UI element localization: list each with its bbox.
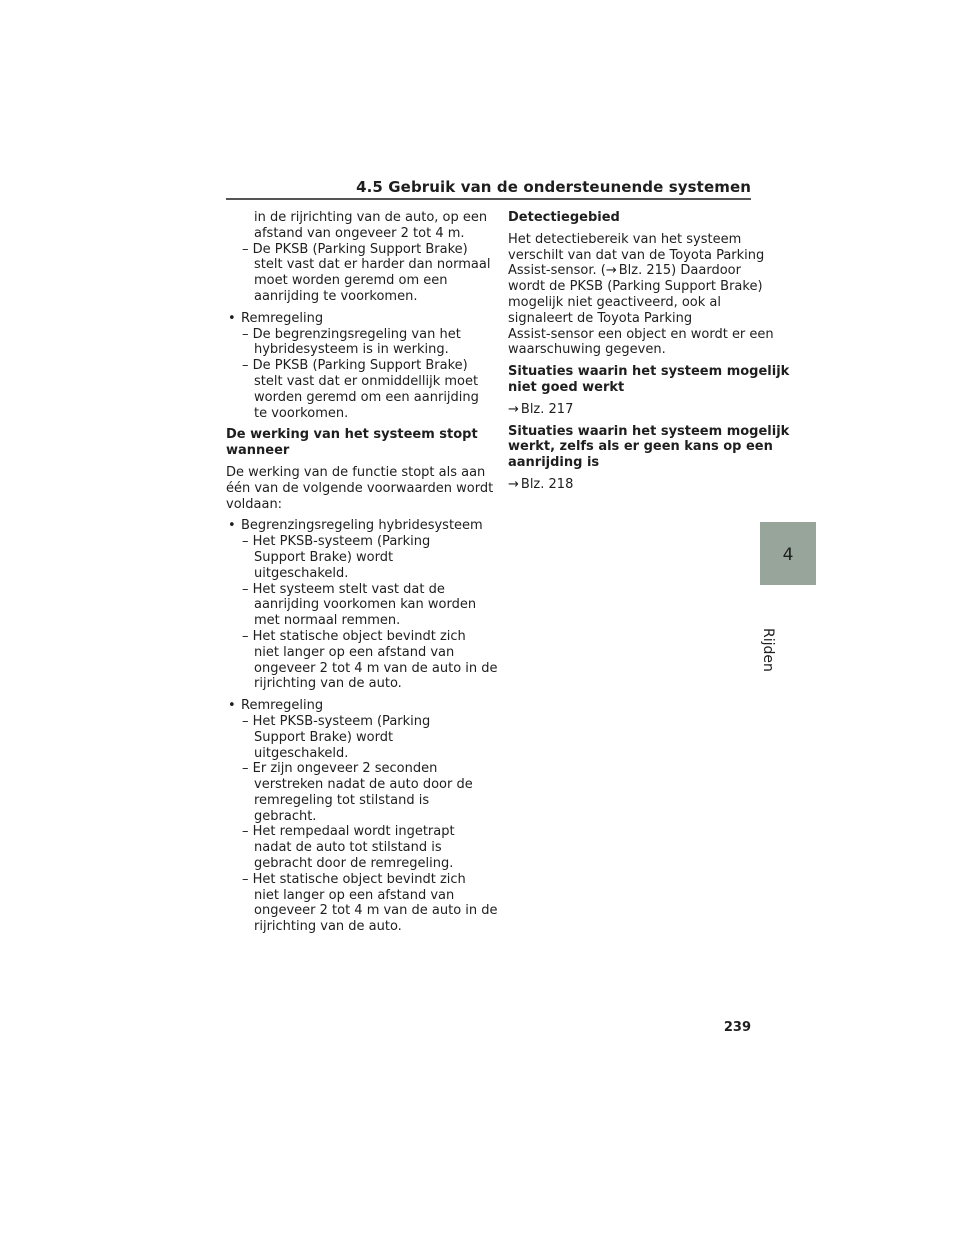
dash-item: – Het PKSB-systeem (Parking [242, 534, 431, 550]
section-heading: werkt, zelfs als er geen kans op een [508, 439, 773, 455]
paragraph-line: waarschuwing gegeven. [508, 342, 666, 358]
text-line: niet langer op een afstand van [254, 644, 455, 660]
text-line: met normaal remmen. [254, 613, 401, 629]
header-divider [226, 198, 751, 200]
section-heading: wanneer [226, 443, 290, 459]
text-line: gebracht door de remregeling. [254, 856, 454, 872]
chapter-label [760, 592, 800, 672]
text-line: uitgeschakeld. [254, 565, 349, 581]
dash-item: – De PKSB (Parking Support Brake) [242, 358, 468, 374]
arrow-icon: → [508, 476, 519, 492]
bullet-item [226, 311, 474, 327]
paragraph-line [508, 263, 754, 279]
section-heading: Detectiegebied [508, 210, 620, 225]
page-reference[interactable] [508, 477, 754, 493]
text-line: Support Brake) wordt [254, 549, 394, 565]
paragraph-line: mogelijk niet geactiveerd, ook al [508, 294, 721, 310]
text-line: worden geremd om een aanrijding [254, 389, 479, 405]
text-line: ongeveer 2 tot 4 m van de auto in de [254, 660, 498, 676]
bullet-item [226, 698, 474, 714]
text-line: gebracht. [254, 808, 317, 824]
text-line: remregeling tot stilstand is [254, 792, 430, 808]
text-line: afstand van ongeveer 2 tot 4 m. [254, 225, 465, 241]
text-line: in de rijrichting van de auto, op een [254, 210, 488, 225]
text-line: te voorkomen. [254, 405, 349, 421]
dash-item: – Het PKSB-systeem (Parking [242, 713, 431, 729]
paragraph-fragment: Assist-sensor. ( [508, 263, 606, 279]
right-column [508, 210, 790, 493]
chapter-number: 4 [782, 545, 794, 565]
text-line: uitgeschakeld. [254, 745, 349, 761]
text-line: nadat de auto tot stilstand is [254, 840, 442, 856]
text-line: niet langer op een afstand van [254, 887, 455, 903]
text-line: aanrijding voorkomen kan worden [254, 597, 477, 613]
page-reference-text[interactable]: Blz. 218 [520, 476, 574, 492]
section-heading: niet goed werkt [508, 379, 625, 395]
page-reference-link[interactable]: Blz. 215) Daardoor [618, 263, 741, 279]
text-line: stelt vast dat er onmiddellijk moet [254, 373, 479, 389]
paragraph-line: Assist-sensor een object en wordt er een [508, 326, 774, 342]
paragraph-line: Het detectiebereik van het systeem [508, 231, 742, 247]
dash-item: – Het statische object bevindt zich [242, 628, 466, 644]
paragraph-line: één van de volgende voorwaarden wordt [226, 480, 494, 496]
text-line: ongeveer 2 tot 4 m van de auto in de [254, 903, 498, 919]
section-title: 4.5 Gebruik van de ondersteunende systemen [356, 178, 751, 196]
section-heading: aanrijding is [508, 455, 600, 471]
arrow-icon: → [508, 401, 519, 417]
text-line: moet worden geremd om een [254, 273, 448, 289]
bullet-text: Begrenzingsregeling hybridesysteem [241, 518, 483, 534]
text-line: Support Brake) wordt [254, 729, 394, 745]
section-heading: Situaties waarin het systeem mogelijk [508, 423, 790, 439]
chapter-label-text: Rijden [760, 628, 776, 672]
page-number: 239 [723, 1020, 751, 1035]
text-line: aanrijding te voorkomen. [254, 288, 418, 304]
section-heading: De werking van het systeem stopt [226, 427, 478, 443]
paragraph-line: signaleert de Toyota Parking [508, 310, 693, 326]
arrow-icon: → [605, 263, 617, 279]
text-line: verstreken nadat de auto door de [254, 777, 473, 793]
paragraph-line: voldaan: [226, 496, 283, 512]
left-column [226, 210, 498, 935]
dash-item: – Het rempedaal wordt ingetrapt [242, 824, 455, 840]
dash-item: – De PKSB (Parking Support Brake) [242, 241, 468, 257]
paragraph-line: wordt de PKSB (Parking Support Brake) [508, 279, 763, 295]
dash-item: – Er zijn ongeveer 2 seconden [242, 761, 438, 777]
paragraph-line: De werking van de functie stopt als aan [226, 464, 486, 480]
page-reference-text[interactable]: Blz. 217 [520, 401, 574, 417]
paragraph-line: verschilt van dat van de Toyota Parking [508, 247, 765, 263]
dash-item: – De begrenzingsregeling van het [242, 326, 461, 342]
text-line: rijrichting van de auto. [254, 919, 402, 935]
section-heading: Situaties waarin het systeem mogelijk [508, 364, 790, 380]
text-line: stelt vast dat er harder dan normaal [254, 257, 491, 273]
bullet-item [226, 518, 483, 534]
dash-item: – Het statische object bevindt zich [242, 871, 466, 887]
dash-item: – Het systeem stelt vast dat de [242, 581, 445, 597]
text-line: hybridesysteem is in werking. [254, 342, 449, 358]
bullet-text: Remregeling [241, 310, 324, 326]
text-line: rijrichting van de auto. [254, 676, 402, 692]
page-reference[interactable] [508, 402, 754, 418]
bullet-text: Remregeling [241, 698, 324, 714]
